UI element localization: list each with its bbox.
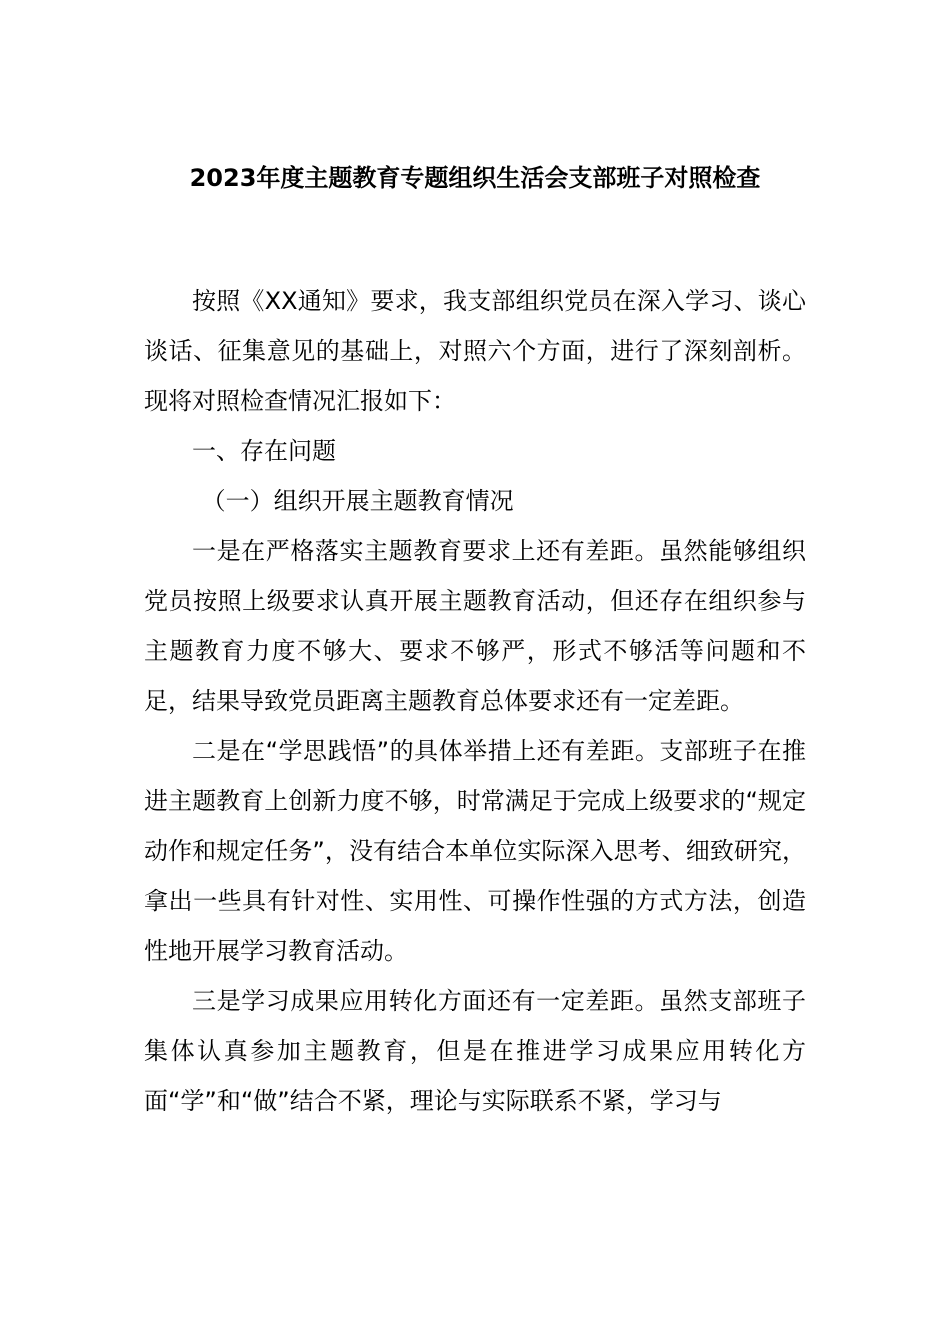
document-title: 2023年度主题教育专题组织生活会支部班子对照检查 bbox=[189, 164, 761, 192]
section-heading: 一、存在问题 bbox=[192, 437, 336, 465]
body-paragraph: 二是在“学思践悟”的具体举措上还有差距。支部班子在推进主题教育上创新力度不够，时常满足于完成上级要求的“规定动作和规定任务”，没有结合本单位实际深入思考、细致研究，拿出一些具有针对性、实用性、可操作性强的方式方法，创造性地开展学习教育活动。 bbox=[144, 737, 806, 965]
document-body bbox=[144, 276, 806, 1126]
body-paragraph: 三是学习成果应用转化方面还有一定差距。虽然支部班子集体认真参加主题教育，但是在推进学习成果应用转化方面“学”和“做”结合不紧，理论与实际联系不紧，学习与 bbox=[144, 987, 806, 1115]
intro-paragraph: 按照《XX通知》要求，我支部组织党员在深入学习、谈心谈话、征集意见的基础上，对照六个方面，进行了深刻剖析。现将对照检查情况汇报如下： bbox=[144, 287, 806, 415]
subsection-heading: （一）组织开展主题教育情况 bbox=[201, 487, 514, 515]
body-paragraph: 一是在严格落实主题教育要求上还有差距。虽然能够组织党员按照上级要求认真开展主题教育活动，但还存在组织参与主题教育力度不够大、要求不够严，形式不够活等问题和不足，结果导致党员距离主题教育总体要求还有一定差距。 bbox=[144, 537, 806, 715]
